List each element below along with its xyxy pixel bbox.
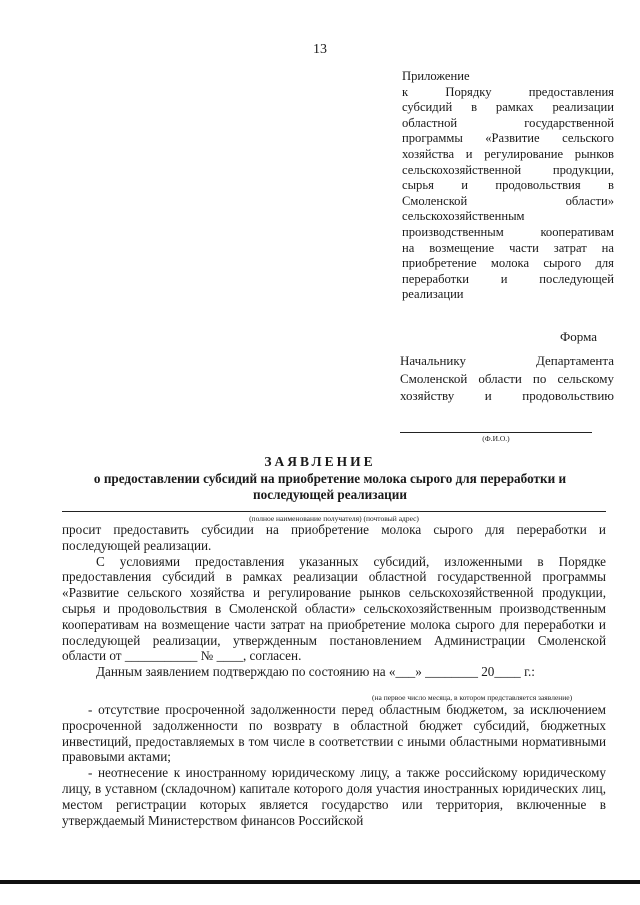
addressee-line (400, 370, 614, 388)
word: Смоленской (400, 370, 468, 386)
word: приобретение (402, 256, 477, 271)
word: сельского (562, 131, 614, 146)
date-caption: (на первое число месяца, в котором представляется заявление) (372, 693, 573, 702)
word: области (478, 370, 522, 386)
appendix-line (402, 178, 614, 194)
word: по (532, 370, 547, 386)
document-title: ЗАЯВЛЕНИЕ (264, 454, 376, 469)
word: и (465, 146, 473, 161)
appendix-block (402, 69, 614, 303)
word: кооперативам (540, 224, 614, 239)
word: на (601, 240, 614, 255)
conditions-list (62, 702, 606, 828)
page-number: 13 (313, 42, 327, 57)
word: программы (402, 131, 463, 146)
list-item: - отсутствие просроченной задолженности перед областным бюджетом, за исключением просроченной задолженности по возврату в областной бюджет субсидий, бюджетных инвестиций, предоставляемых в том числе в соответствии с иными областными нормативными правовыми актами; (62, 702, 606, 765)
word: возмещение (429, 240, 495, 255)
word: молока (490, 256, 530, 271)
appendix-line (402, 147, 614, 163)
recipient-line (62, 511, 606, 512)
appendix-line (402, 100, 614, 116)
word: реализации (552, 100, 614, 115)
request-paragraph: просит предоставить субсидии на приобретение молока сырого для переработки и последующей реализации. (62, 522, 606, 553)
word: части (509, 240, 539, 255)
word: в (471, 100, 478, 115)
word: рынков (574, 146, 614, 161)
word: области» (565, 193, 614, 208)
word: регулирование (484, 146, 564, 161)
word: сырого (543, 256, 582, 271)
confirm-paragraph: Данным заявлением подтверждаю по состоянию на «___» ________ 20____ г.: (96, 664, 535, 680)
word: сельскому (557, 370, 614, 386)
word: для (595, 256, 614, 271)
word: переработки (402, 271, 470, 286)
word: и (500, 271, 508, 286)
word: областной (402, 115, 458, 130)
appendix-line (402, 194, 614, 210)
appendix-line (402, 85, 614, 101)
word: субсидий (402, 100, 453, 115)
word: сырья (402, 178, 434, 193)
recipient-caption: (полное наименование получателя) (почтовый адрес) (249, 514, 419, 523)
appendix-line (402, 241, 614, 257)
form-label: Форма (560, 329, 597, 344)
addressee-line (400, 352, 614, 370)
addressee-block (400, 352, 614, 405)
appendix-line: Приложение (402, 69, 470, 83)
appendix-line (402, 131, 614, 147)
word: и (484, 388, 492, 403)
word: сельскохозяйственной (402, 162, 522, 177)
word: к (402, 84, 409, 99)
appendix-line (402, 116, 614, 132)
list-item: - неотнесение к иностранному юридическому лицу, а также российскому юридическому лицу, в уставном (складочном) капитале которого доля участия иностранных юридических лиц, местом регистрации которых является государство или территория, включенные в утверждаемый Министерством финансов Российской (62, 765, 606, 828)
word: последующей (539, 271, 614, 286)
appendix-line: реализации (402, 287, 464, 302)
word: продукции, (552, 162, 614, 177)
word: предоставления (528, 84, 614, 99)
word: «Развитие (485, 131, 540, 146)
word: хозяйству (400, 388, 455, 403)
word: продовольствия (495, 178, 581, 193)
word: и (461, 178, 469, 193)
word: продовольствию (522, 388, 614, 403)
word: на (402, 240, 415, 255)
appendix-line (402, 256, 614, 272)
appendix-line (402, 225, 614, 241)
word: Начальнику (400, 353, 467, 368)
word: Порядку (445, 84, 492, 99)
word: в (608, 178, 614, 193)
document-body (62, 522, 606, 680)
appendix-line (402, 272, 614, 288)
word: рамках (495, 100, 534, 115)
word: затрат (553, 240, 587, 255)
appendix-line (402, 163, 614, 179)
appendix-line: сельскохозяйственным (402, 209, 525, 224)
conditions-paragraph: С условиями предоставления указанных субсидий, изложенными в Порядке предоставления субсидий в рамках реализации областной государственной программы «Развитие сельского хозяйства и регулирование рынков сельскохозяйственной продукции, сырья и продовольствия в Смоленской области» сельскохозяйственным производственным кооперативам на возмещение части затрат на приобретение молока сырого для переработки и последующей реализации, утвержденным постановлением Администрации Смоленской области от ___________ № ____, согласен. (62, 553, 606, 664)
fio-caption: (Ф.И.О.) (482, 434, 510, 443)
addressee-line (400, 387, 614, 405)
word: производственным (402, 224, 504, 239)
word: государственной (524, 115, 614, 130)
scan-edge-bar (0, 880, 640, 884)
document-subtitle: о предоставлении субсидий на приобретение молока сырого для переработки и последующей реализации (93, 471, 567, 502)
fio-line (400, 432, 592, 433)
word: Департамента (535, 353, 614, 368)
word: хозяйства (402, 146, 455, 161)
word: Смоленской (402, 193, 468, 208)
